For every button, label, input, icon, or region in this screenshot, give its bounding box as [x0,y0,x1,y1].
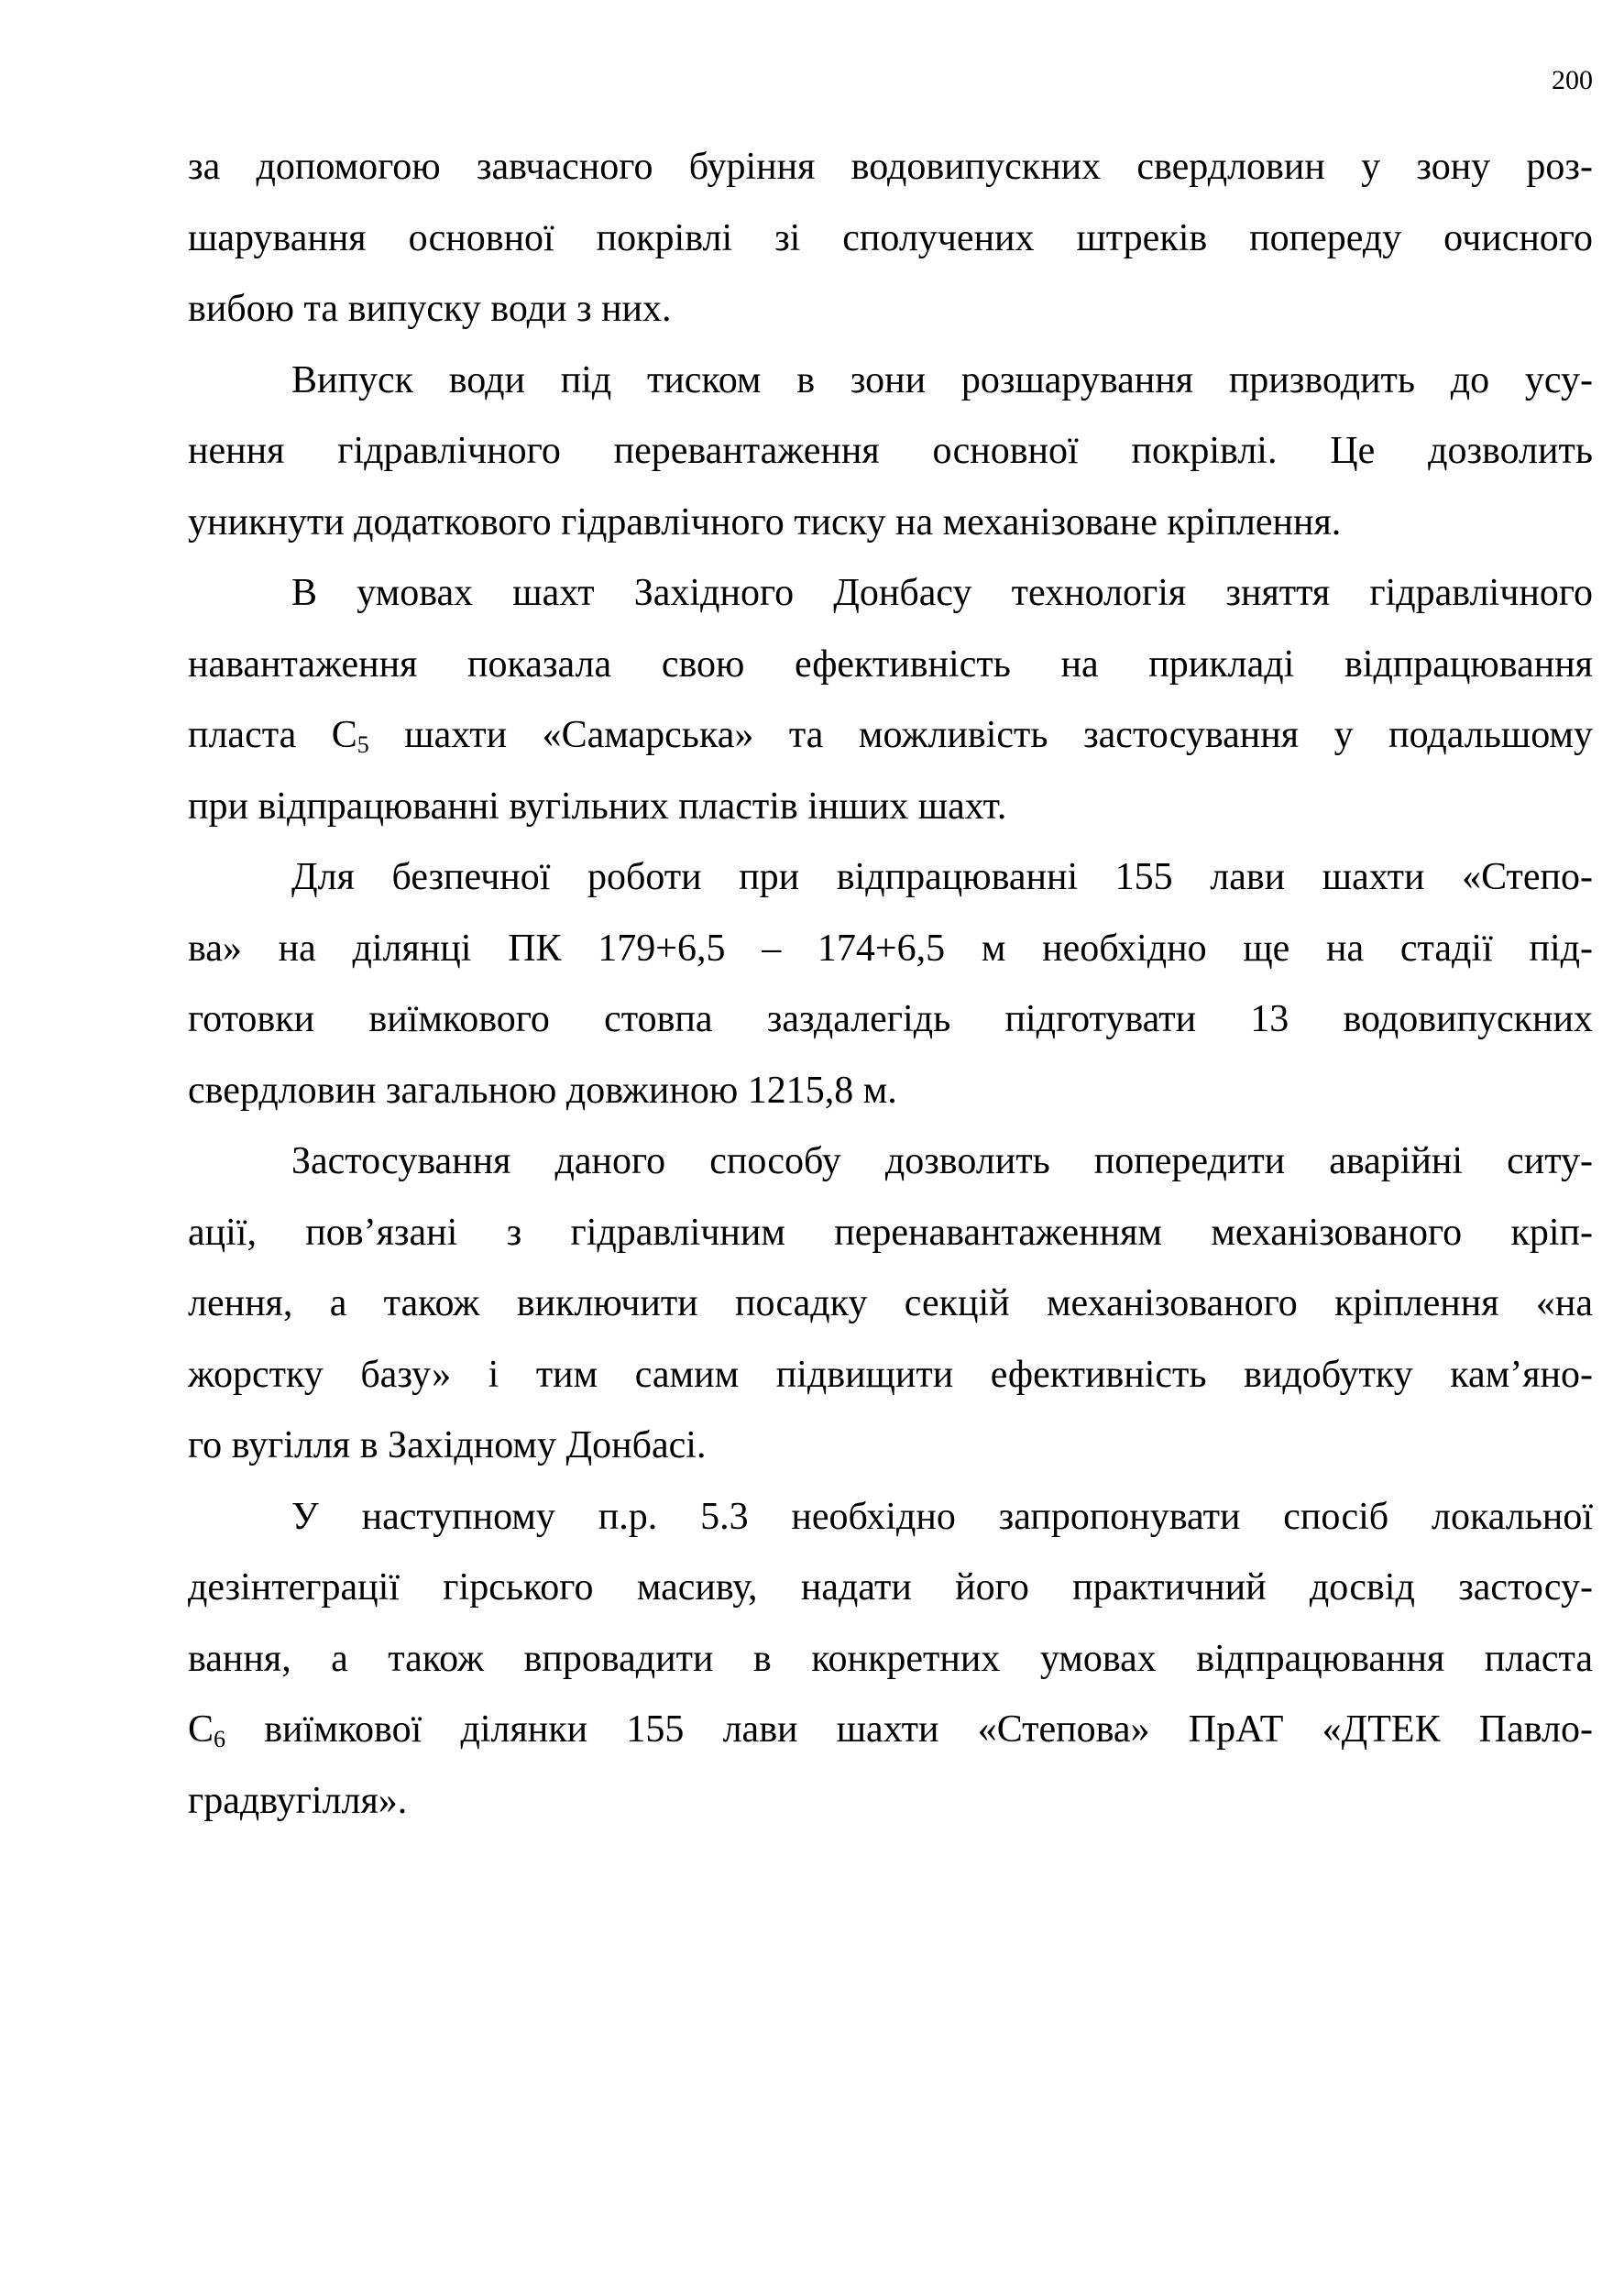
text-line: В умовах шахт Західного Донбасу технологія зняття гідравлічного [291,572,1593,614]
text-line: за допомогою завчасного буріння водовипускних свердловин у зону роз- [188,146,1593,188]
text-line: дезінтеграції гірського масиву, надати його практичний досвід застосу- [188,1566,1593,1609]
subscript-digit: 6 [214,1726,226,1752]
paragraph-2 [188,346,1593,559]
text-line: Застосування даного способу дозволить попередити аварійні ситу- [291,1140,1593,1182]
text-line: свердловин загальною довжиною 1215,8 м. [188,1069,897,1112]
text-line: градвугілля». [188,1779,408,1822]
subscript-digit: 5 [357,731,369,758]
text-line: ва» на ділянці ПК 179+6,5 – 174+6,5 м необхідно ще на стадії під- [188,927,1593,970]
text-line: У наступному п.р. 5.3 необхідно запропонувати спосіб локальної [291,1495,1593,1538]
text-line: при відпрацюванні вугільних пластів інших шахт. [188,785,1007,828]
text-line: жорстку базу» і тим самим підвищити ефективність видобутку кам’яно- [188,1353,1593,1396]
text-line: навантаження показала свою ефективність на прикладі відпрацювання [188,642,1593,686]
text-line: го вугілля в Західному Донбасі. [188,1424,707,1466]
paragraph-3 [188,558,1593,842]
text-line: вибою та випуску води з них. [188,288,672,330]
text-line: ації, пов’язані з гідравлічним перенавантаженням механізованого кріп- [188,1211,1593,1254]
document-body [188,132,1593,1837]
text-line: пласта $С_5$ шахти «Самарська» та можливість застосування у подальшому [188,714,1593,758]
text-line: шарування основної покрівлі зі сполучених штреків попереду очисного [188,216,1593,259]
paragraph-4 [188,842,1593,1126]
text-line: уникнути додаткового гідравлічного тиску на механізоване кріплення. [188,500,1342,544]
text-line: Для безпечної роботи при відпрацюванні 155 лави шахти «Степо- [291,856,1593,898]
text-line: готовки виїмкового стовпа заздалегідь підготувати 13 водовипускних [188,998,1593,1040]
text-line: Випуск води під тиском в зони розшарування призводить до усу- [291,358,1593,401]
text-line: лення, а також виключити посадку секцій механізованого кріплення «на [188,1282,1593,1324]
paragraph-5 [188,1126,1593,1482]
paragraph-6 [188,1482,1593,1838]
paragraph-1 [188,132,1593,346]
page-number: 200 [1552,65,1593,95]
text-line: нення гідравлічного перевантаження основної покрівлі. Це дозволить [188,430,1593,472]
text-line: $С_6$ виїмкової ділянки 155 лави шахти «Степова» ПрАТ «ДТЕК Павло- [188,1708,1593,1752]
text-line: вання, а також впровадити в конкретних умовах відпрацювання пласта [188,1637,1593,1680]
